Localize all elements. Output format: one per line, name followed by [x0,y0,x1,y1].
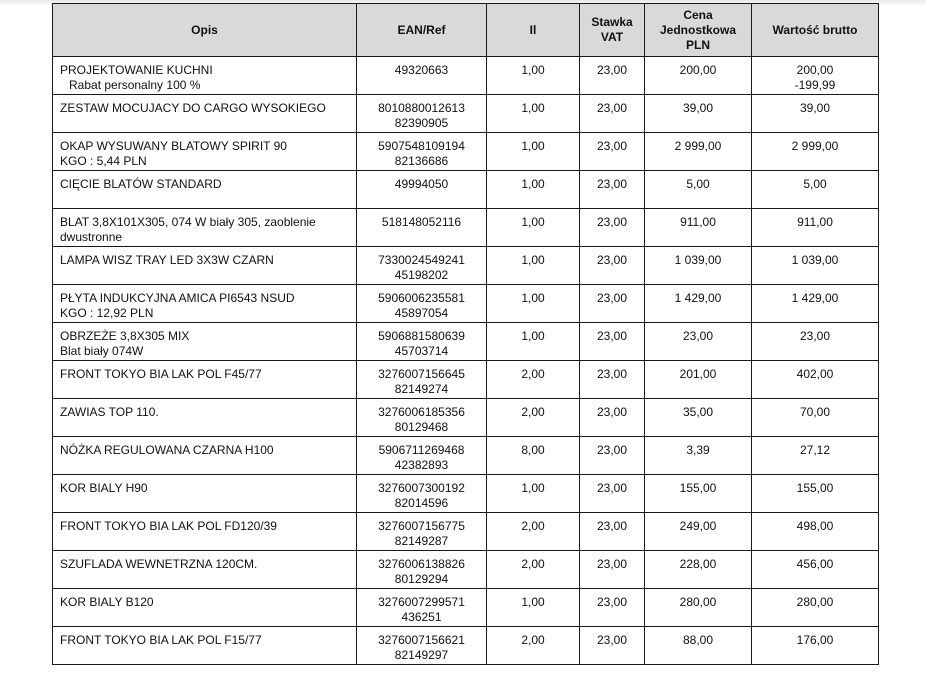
vat-rate-value: 23,00 [596,443,628,457]
cell-unit-price [645,57,752,95]
ref-code: 45198202 [394,268,449,282]
unit-price-value: 155,00 [679,481,717,495]
ean-code: 3276007300192 [378,481,465,495]
cell-gross-value [752,209,879,247]
cell-description [53,95,357,133]
unit-price-value: 1 039,00 [674,253,722,267]
cell-description [53,209,357,247]
ean-code: 49320663 [394,63,449,77]
cell-unit-price [645,133,752,171]
cell-gross-value [752,133,879,171]
cell-ean [357,57,487,95]
cell-description [53,399,357,437]
cell-ean [357,551,487,589]
cell-description [53,323,357,361]
cell-quantity [487,361,580,399]
cell-ean [357,247,487,285]
ref-code: 45897054 [394,306,449,320]
cell-gross-value [752,323,879,361]
quantity-value: 2,00 [521,367,545,381]
unit-price-value: 249,00 [679,519,717,533]
description-line: KOR BIALY H90 [60,481,148,495]
cell-ean [357,513,487,551]
table-row [53,589,879,627]
cell-gross-value [752,551,879,589]
table-row [53,285,879,323]
cell-quantity [487,399,580,437]
cell-unit-price [645,285,752,323]
ean-code: 3276007156621 [378,633,465,647]
ref-code: 45703714 [394,344,449,358]
cell-vat-rate [580,589,645,627]
cell-unit-price [645,627,752,665]
ref-code: 82149274 [394,382,449,396]
cell-quantity [487,285,580,323]
cell-gross-value [752,513,879,551]
header-qty: Il [487,4,580,57]
table-row [53,513,879,551]
description-subline: KGO : 5,44 PLN [60,154,147,168]
ref-code: 42382893 [394,458,449,472]
cell-quantity [487,171,580,209]
quantity-value: 2,00 [521,405,545,419]
cell-description [53,57,357,95]
unit-price-value: 39,00 [682,101,714,115]
quantity-value: 1,00 [521,481,545,495]
vat-rate-value: 23,00 [596,633,628,647]
vat-rate-value: 23,00 [596,329,628,343]
ean-code: 3276007156645 [378,367,465,381]
gross-value: 176,00 [796,633,834,647]
table-row [53,361,879,399]
header-price-line3: PLN [686,37,710,52]
ref-code: 82014596 [394,496,449,510]
cell-quantity [487,551,580,589]
cell-gross-value [752,627,879,665]
gross-value: 200,00 [796,63,834,77]
cell-unit-price [645,475,752,513]
table-row [53,437,879,475]
vat-rate-value: 23,00 [596,215,628,229]
header-opis: Opis [53,4,357,57]
cell-unit-price [645,513,752,551]
description-line: ZESTAW MOCUJACY DO CARGO WYSOKIEGO [60,101,326,115]
gross-value: 1 039,00 [791,253,839,267]
cell-description [53,133,357,171]
cell-description [53,171,357,209]
cell-vat-rate [580,171,645,209]
ref-code: 80129468 [394,420,449,434]
cell-unit-price [645,247,752,285]
cell-gross-value [752,95,879,133]
gross-value: 23,00 [799,329,831,343]
cell-unit-price [645,171,752,209]
cell-ean [357,133,487,171]
description-line: PROJEKTOWANIE KUCHNI [60,63,213,77]
cell-ean [357,95,487,133]
description-line: CIĘCIE BLATÓW STANDARD [60,177,222,191]
gross-value: 2 999,00 [791,139,839,153]
description-line: OBRZEŻE 3,8X305 MIX [60,329,190,343]
table-row [53,209,879,247]
cell-ean [357,627,487,665]
quantity-value: 2,00 [521,557,545,571]
gross-value: 70,00 [799,405,831,419]
unit-price-value: 3,39 [686,443,710,457]
vat-rate-value: 23,00 [596,291,628,305]
cell-ean [357,285,487,323]
cell-quantity [487,133,580,171]
vat-rate-value: 23,00 [596,177,628,191]
cell-description [53,247,357,285]
cell-unit-price [645,551,752,589]
header-vat-line1: Stawka [591,15,633,29]
cell-vat-rate [580,247,645,285]
table-row [53,95,879,133]
cell-vat-rate [580,475,645,513]
vat-rate-value: 23,00 [596,367,628,381]
cell-gross-value [752,361,879,399]
unit-price-value: 5,00 [686,177,710,191]
ref-code: 80129294 [394,572,449,586]
header-vat-line2: VAT [600,30,624,44]
quantity-value: 1,00 [521,595,545,609]
cell-vat-rate [580,627,645,665]
gross-value: 402,00 [796,367,834,381]
cell-vat-rate [580,57,645,95]
cell-description [53,589,357,627]
cell-unit-price [645,589,752,627]
vat-rate-value: 23,00 [596,101,628,115]
unit-price-value: 1 429,00 [674,291,722,305]
table-row [53,399,879,437]
vat-rate-value: 23,00 [596,139,628,153]
description-line: LAMPA WISZ TRAY LED 3X3W CZARN [60,253,274,267]
cell-description [53,361,357,399]
unit-price-value: 2 999,00 [674,139,722,153]
cell-gross-value [752,247,879,285]
cell-description [53,551,357,589]
cell-quantity [487,513,580,551]
vat-rate-value: 23,00 [596,481,628,495]
cell-vat-rate [580,95,645,133]
ean-code: 7330024549241 [378,253,465,267]
unit-price-value: 280,00 [679,595,717,609]
table-row [53,247,879,285]
header-total: Wartość brutto [752,4,879,57]
ean-code: 5906881580639 [378,329,465,343]
cell-quantity [487,95,580,133]
cell-ean [357,171,487,209]
quantity-value: 1,00 [521,215,545,229]
description-subline: Blat biały 074W [60,344,144,358]
gross-value: 39,00 [799,101,831,115]
table-row [53,133,879,171]
cell-vat-rate [580,437,645,475]
unit-price-value: 201,00 [679,367,717,381]
table-row [53,551,879,589]
quantity-value: 1,00 [521,139,545,153]
unit-price-value: 88,00 [682,633,714,647]
ean-code: 3276007156775 [378,519,465,533]
cell-ean [357,475,487,513]
cell-unit-price [645,209,752,247]
ean-code: 49994050 [394,177,449,191]
quantity-value: 1,00 [521,291,545,305]
cell-quantity [487,627,580,665]
cell-unit-price [645,361,752,399]
cell-vat-rate [580,285,645,323]
cell-ean [357,399,487,437]
cell-description [53,285,357,323]
ean-code: 3276006185356 [378,405,465,419]
quantity-value: 1,00 [521,177,545,191]
cell-ean [357,209,487,247]
description-line: FRONT TOKYO BIA LAK POL F15/77 [60,633,262,647]
ref-code: 82149297 [394,648,449,662]
cell-unit-price [645,323,752,361]
discount-value: -199,99 [794,78,836,92]
unit-price-value: 23,00 [682,329,714,343]
unit-price-value: 911,00 [680,215,716,229]
cell-gross-value [752,399,879,437]
description-line: OKAP WYSUWANY BLATOWY SPIRIT 90 [60,139,287,153]
cell-ean [357,589,487,627]
ref-code: 82136686 [394,154,449,168]
quantity-value: 2,00 [521,519,545,533]
cell-description [53,513,357,551]
table-row [53,323,879,361]
description-line: ZAWIAS TOP 110. [60,405,159,419]
vat-rate-value: 23,00 [596,405,628,419]
unit-price-value: 228,00 [679,557,717,571]
ean-code: 3276007299571 [378,595,465,609]
cell-quantity [487,209,580,247]
cell-gross-value [752,589,879,627]
description-line: FRONT TOKYO BIA LAK POL FD120/39 [60,519,277,533]
cell-quantity [487,437,580,475]
description-line: FRONT TOKYO BIA LAK POL F45/77 [60,367,262,381]
ref-code: 82149287 [394,534,449,548]
vat-rate-value: 23,00 [596,557,628,571]
description-line: NÓŻKA REGULOWANA CZARNA H100 [60,443,274,457]
cell-gross-value [752,437,879,475]
cell-description [53,475,357,513]
quantity-value: 1,00 [521,329,545,343]
unit-price-value: 200,00 [679,63,717,77]
header-ean: EAN/Ref [357,4,487,57]
vat-rate-value: 23,00 [596,519,628,533]
quantity-value: 1,00 [521,63,545,77]
cell-ean [357,361,487,399]
table-row [53,627,879,665]
description-line: PŁYTA INDUKCYJNA AMICA PI6543 NSUD [60,291,295,305]
description-line: SZUFLADA WEWNETRZNA 120CM. [60,557,258,571]
invoice-items-table [52,3,879,665]
table-header-row [53,4,879,57]
quantity-value: 1,00 [521,253,545,267]
cell-vat-rate [580,323,645,361]
cell-description [53,627,357,665]
header-price-line1: Cena [683,7,713,22]
cell-quantity [487,247,580,285]
cell-vat-rate [580,513,645,551]
cell-vat-rate [580,361,645,399]
gross-value: 498,00 [796,519,834,533]
table-row [53,171,879,209]
ean-code: 3276006138826 [378,557,465,571]
gross-value: 280,00 [796,595,834,609]
cell-quantity [487,589,580,627]
cell-gross-value [752,171,879,209]
description-line: KOR BIALY B120 [60,595,154,609]
vat-rate-value: 23,00 [596,595,628,609]
ean-code: 518148052116 [381,215,462,229]
vat-rate-value: 23,00 [596,253,628,267]
quantity-value: 1,00 [521,101,545,115]
table-body [53,57,879,665]
ean-code: 5907548109194 [378,139,465,153]
cell-quantity [487,323,580,361]
description-subline: KGO : 12,92 PLN [60,306,154,320]
cell-unit-price [645,399,752,437]
cell-quantity [487,475,580,513]
ref-code: 436251 [401,610,442,624]
cell-unit-price [645,95,752,133]
cell-quantity [487,57,580,95]
header-price [645,4,752,57]
unit-price-value: 35,00 [682,405,714,419]
ref-code: 82390905 [394,116,449,130]
cell-gross-value [752,57,879,95]
ean-code: 5906006235581 [378,291,465,305]
quantity-value: 2,00 [521,633,545,647]
description-line: BLAT 3,8X101X305, 074 W biały 305, zaoblenie [60,215,316,229]
cell-gross-value [752,285,879,323]
gross-value: 27,12 [799,443,831,457]
cell-gross-value [752,475,879,513]
gross-value: 1 429,00 [791,291,839,305]
cell-description [53,437,357,475]
cell-vat-rate [580,209,645,247]
header-vat [580,4,645,57]
ean-code: 8010880012613 [378,101,465,115]
cell-vat-rate [580,551,645,589]
description-subline: Rabat personalny 100 % [69,78,201,92]
table-row [53,57,879,95]
cell-ean [357,437,487,475]
table-row [53,475,879,513]
ean-code: 5906711269468 [378,443,465,457]
cell-vat-rate [580,399,645,437]
vat-rate-value: 23,00 [596,63,628,77]
gross-value: 5,00 [803,177,827,191]
cell-ean [357,323,487,361]
header-price-line2: Jednostkowa [659,22,737,37]
description-subline: dwustronne [60,230,123,244]
gross-value: 456,00 [796,557,834,571]
cell-unit-price [645,437,752,475]
quantity-value: 8,00 [521,443,545,457]
cell-vat-rate [580,133,645,171]
gross-value: 155,00 [796,481,834,495]
gross-value: 911,00 [797,215,833,229]
